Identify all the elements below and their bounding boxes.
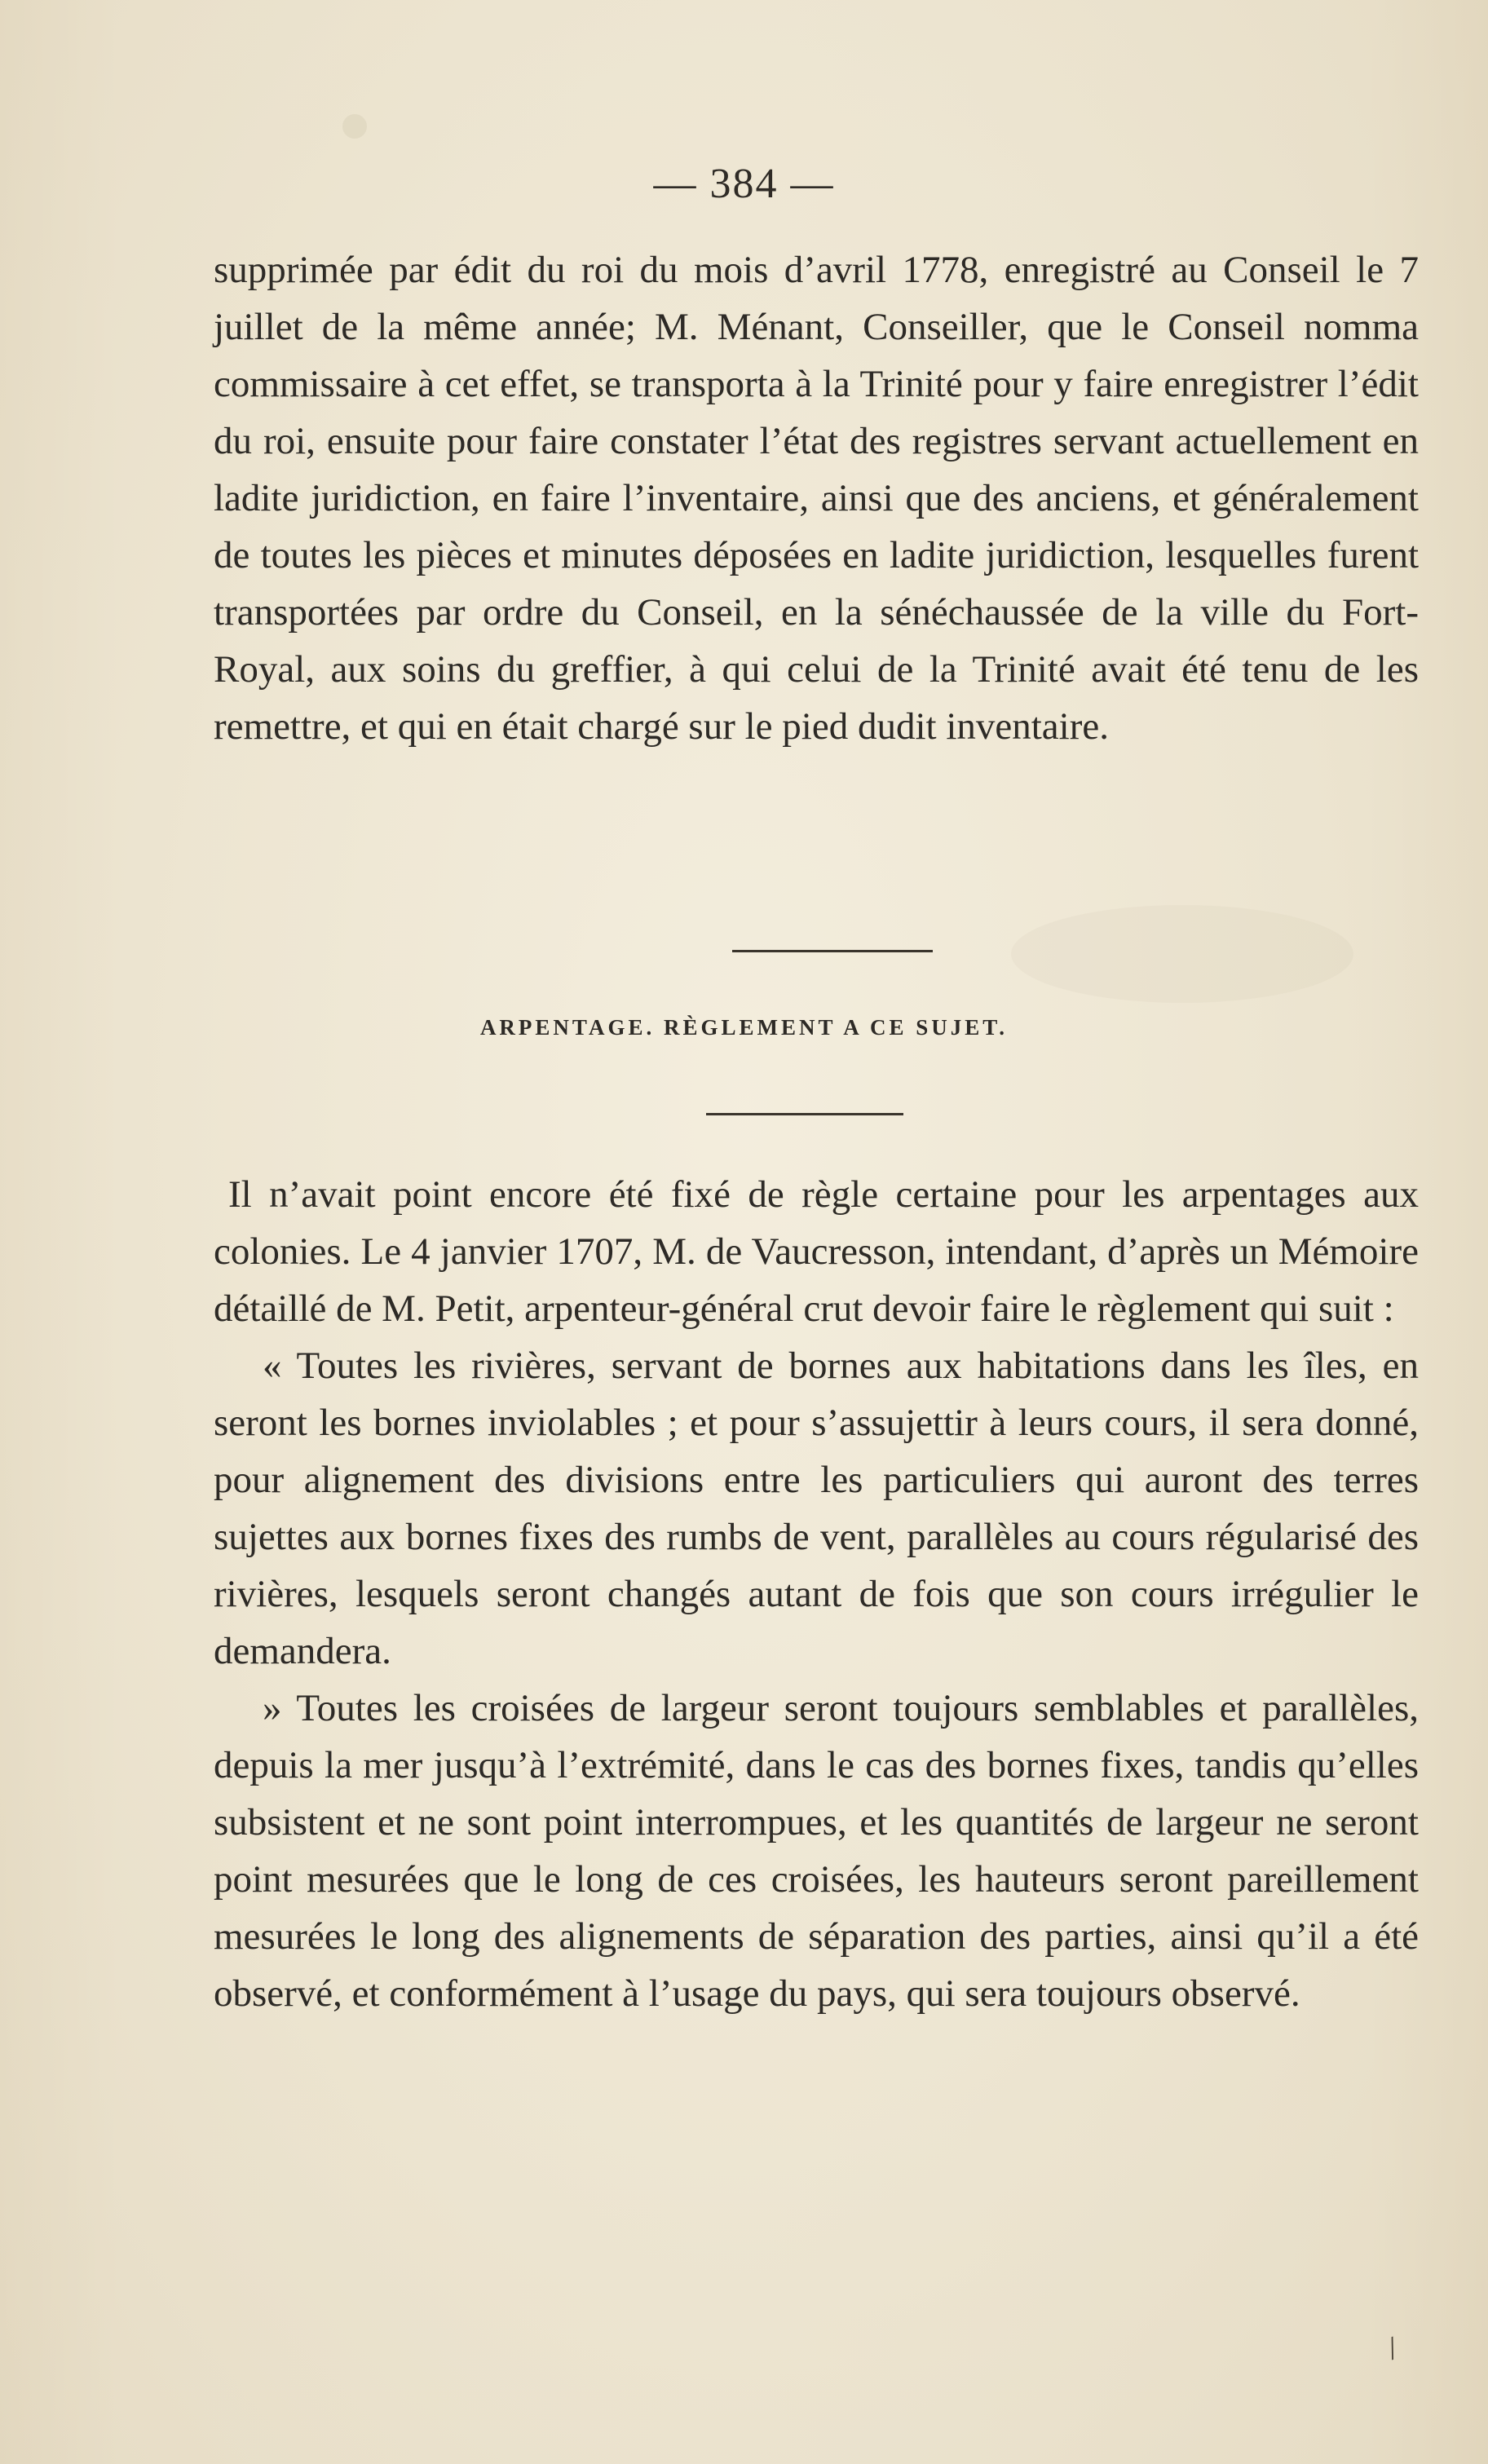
page-number: — 384 — (653, 161, 835, 207)
section-body (214, 1166, 1419, 2022)
pencil-mark: / (1381, 2329, 1403, 2367)
paragraph: Il n’avait point encore été fixé de règle certaine pour les arpentages aux colonies. Le 4 janvier 1707, M. de Vaucresson, intendant, d’après un Mémoire détaillé de M. Petit, arpenteur-général crut devoir faire le règlement qui suit : (214, 1173, 1419, 1330)
paper-stain (1011, 905, 1353, 1003)
paper-stain (342, 114, 367, 139)
paragraph: « Toutes les rivières, servant de bornes aux habitations dans les îles, en seront les bornes inviolables ; et pour s’assujettir à leurs cours, il sera donné, pour alignement des divisions entre les particuliers qui auront des terres sujettes aux bornes fixes des rumbs de vent, parallèles au cours régularisé des rivières, lesquels seront changés autant de fois que son cours irrégulier le demandera. (214, 1345, 1419, 1672)
section-divider-bottom (706, 1113, 903, 1115)
section-heading: ARPENTAGE. RÈGLEMENT A CE SUJET. (479, 1015, 1009, 1040)
section-divider-top (732, 950, 933, 952)
paragraph: » Toutes les croisées de largeur seront toujours semblables et parallèles, depuis la mer jusqu’à l’extrémité, dans le cas des bornes fixes, tandis qu’elles subsistent et ne sont point interrompues, et les quantités de largeur ne seront point mesurées que le long de ces croisées, les hauteurs seront pareillement mesurées le long des alignements de séparation des parties, ainsi qu’il a été observé, et conformément à l’usage du pays, qui sera toujours observé. (214, 1687, 1419, 2015)
continued-paragraph: supprimée par édit du roi du mois d’avril 1778, enregistré au Conseil le 7 juillet de la même année; M. Ménant, Conseiller, que le Conseil nomma commissaire à cet effet, se transporta à la Trinité pour y faire enregistrer l’édit du roi, ensuite pour faire constater l’état des registres servant actuellement en ladite juridiction, en faire l’inventaire, ainsi que des anciens, et généralement de toutes les pièces et minutes déposées en ladite juridiction, lesquelles furent transportées par ordre du Conseil, en la sénéchaussée de la ville du Fort-Royal, aux soins du greffier, à qui celui de la Trinité avait été tenu de les remettre, et qui en était chargé sur le pied dudit inventaire. (214, 249, 1419, 748)
